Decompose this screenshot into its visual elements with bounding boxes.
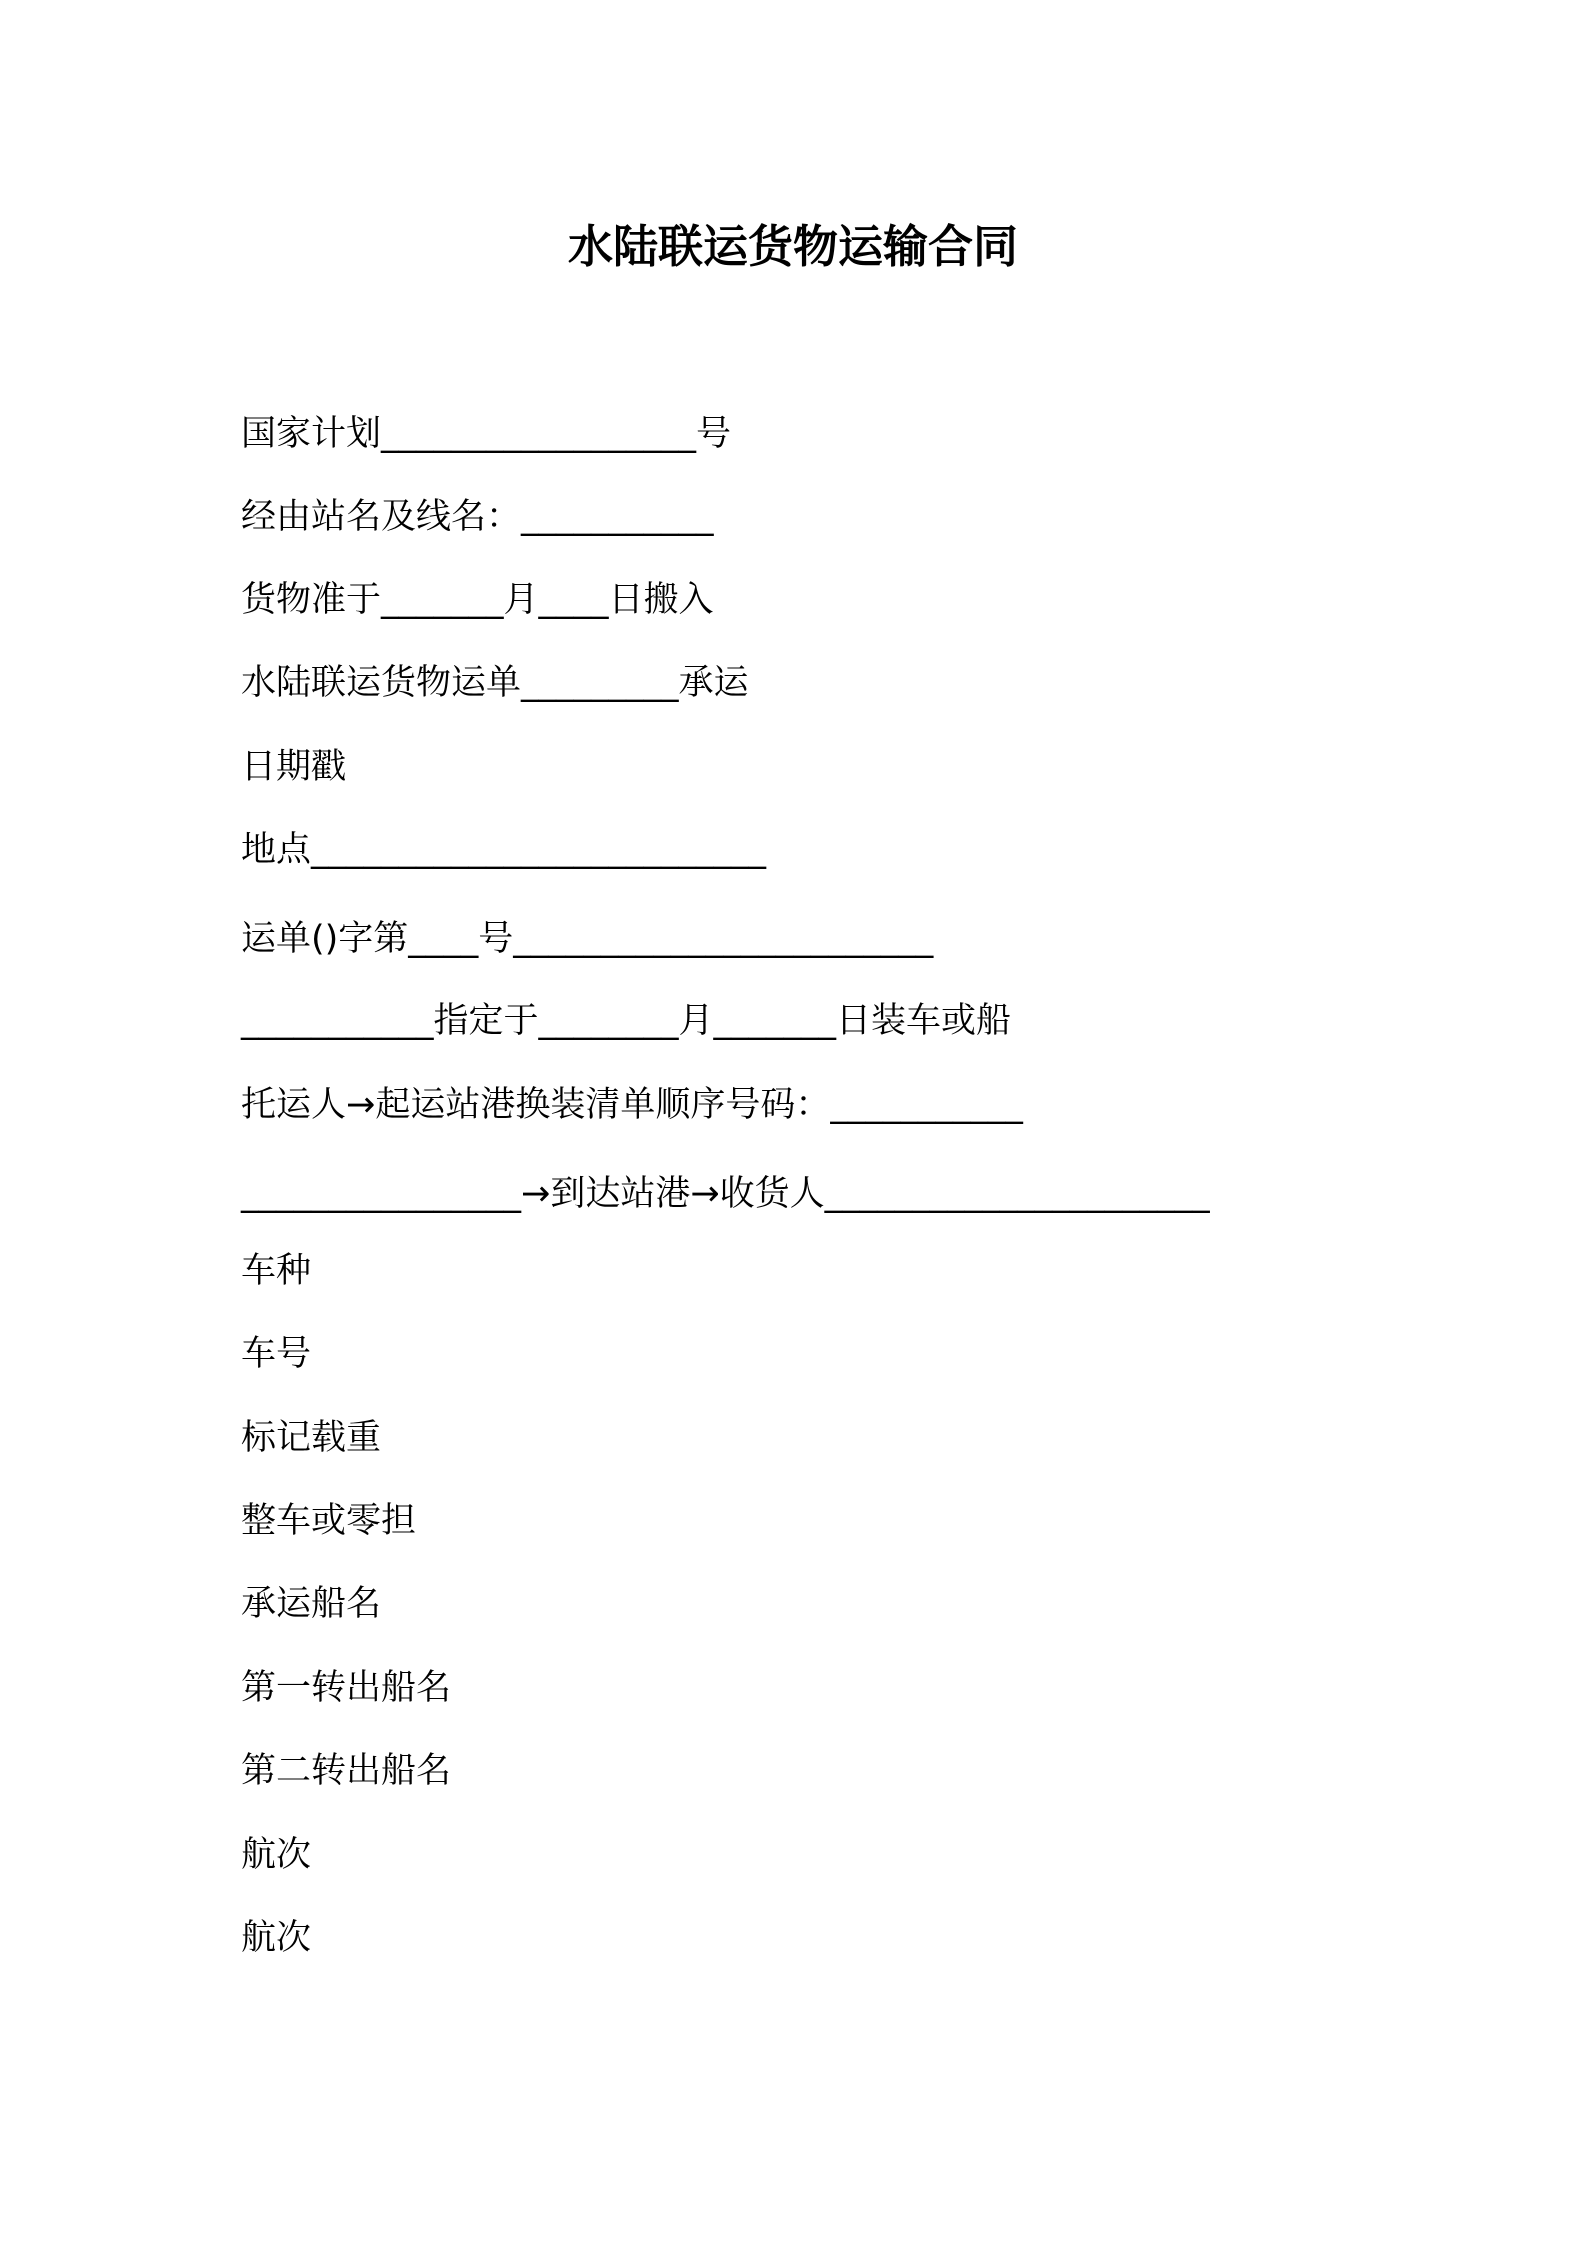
line-route-station: 经由站名及线名：___________ <box>241 497 714 537</box>
line-loading-date: ___________指定于________月_______日装车或船 <box>241 1001 1012 1041</box>
line-vehicle-number: 车号 <box>241 1334 312 1374</box>
line-full-or-partial: 整车或零担 <box>241 1501 417 1541</box>
line-national-plan: 国家计划__________________号 <box>241 414 732 454</box>
line-cargo-move-in-date: 货物准于_______月____日搬入 <box>241 580 714 620</box>
line-first-transfer-ship: 第一转出船名 <box>241 1668 452 1708</box>
line-carrier-ship: 承运船名 <box>241 1584 382 1624</box>
line-date-stamp: 日期戳 <box>241 747 347 787</box>
line-waybill-number: 运单()字第____号________________________ <box>241 919 934 959</box>
line-marked-load: 标记载重 <box>241 1418 382 1458</box>
line-location: 地点__________________________ <box>241 830 767 870</box>
line-arrival-consignee: ________________→到达站港→收货人______________________ <box>241 1174 1210 1214</box>
line-waybill-carriage: 水陆联运货物运单_________承运 <box>241 663 749 703</box>
line-voyage-2: 航次 <box>241 1918 312 1958</box>
line-transfer-list-number: 托运人→起运站港换装清单顺序号码：___________ <box>241 1085 1023 1125</box>
document-title: 水陆联运货物运输合同 <box>567 220 1018 273</box>
line-vehicle-type: 车种 <box>241 1251 312 1291</box>
line-second-transfer-ship: 第二转出船名 <box>241 1751 452 1791</box>
line-voyage-1: 航次 <box>241 1835 312 1875</box>
